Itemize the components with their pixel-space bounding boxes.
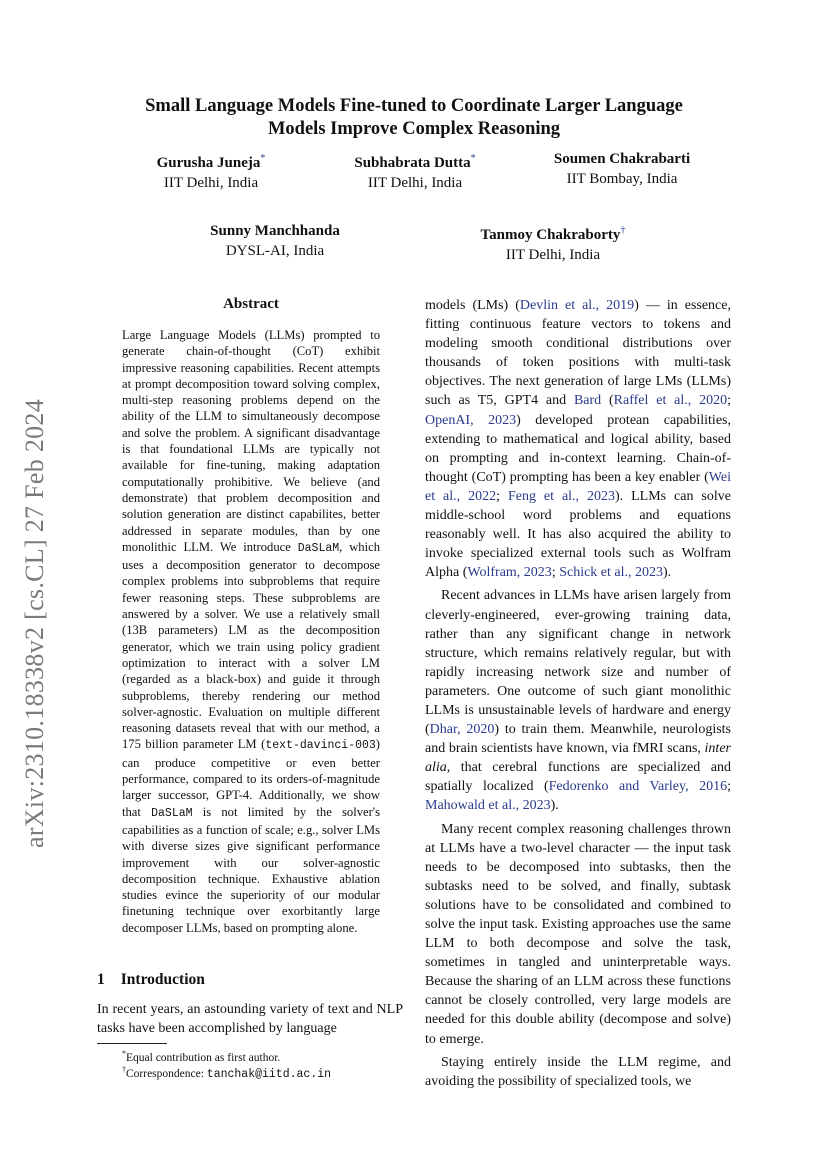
text-run: (: [601, 393, 614, 409]
abstract-text: is not limited by the solver's capabilities as a function of scale; e.g., solver LMs with diverse sizes give significant performance improvement with our solver-agnostic decomposition technique. Exhaustive ablation studies evince the superiority of our modular finetuning technique over exorbitantly large decomposer LLMs, based on prompting alone.: [122, 804, 380, 935]
author-block: [190, 221, 360, 261]
intro-paragraph: In recent years, an astounding variety of text and NLP tasks have been accomplished by language: [97, 1002, 403, 1036]
title-line-2: Models Improve Complex Reasoning: [267, 119, 561, 139]
citation-link[interactable]: Raffel et al., 2020: [613, 393, 728, 409]
author-name: Sunny Manchhanda: [210, 223, 340, 239]
author-block: [132, 149, 290, 193]
footnote-mark: *: [122, 1049, 126, 1058]
author-affiliation: IIT Delhi, India: [367, 175, 463, 191]
code-daslam: DaSLaM: [297, 541, 340, 555]
citation-link[interactable]: Mahowald et al., 2023: [425, 798, 551, 814]
text-run: ) to train them. Meanwhile, neurologists and brain scientists have known, via fMRI scans,: [425, 722, 731, 757]
footnote-text: Equal contribution as first author.: [126, 1051, 281, 1064]
citation-link[interactable]: Feng et al., 2023: [507, 488, 615, 504]
author-affiliation: IIT Bombay, India: [566, 171, 678, 187]
citation-link[interactable]: Schick et al., 2023: [559, 565, 664, 581]
author-mark: *: [260, 153, 266, 164]
paragraph: Many recent complex reasoning challenges thrown at LLMs have a two-level character — the input task needs to be decomposed into subtasks, then the subtasks need to be solved, and finally, subtask solutions have to be consolidated and combined to solve the input task. Existing approaches use the same LLM to both decompose and solve the task, sometimes in tangled and uninterpretable ways. Because the sharing of an LLM across these functions cannot be closely controlled, very large models are needed for this double ability (decompose and solve) to emerge.: [425, 821, 731, 1047]
text-run: ) developed protean capabilities, extending to mathematical and logical ability, based on prompting and in-context learning. Chain-of-thought (CoT) prompting has been a key enabler (: [425, 412, 731, 485]
paragraph: [425, 586, 731, 815]
author-block: [530, 149, 714, 189]
paper-title: [100, 95, 728, 141]
text-run: ). LLMs can solve middle-school word problems and equations reasonably well. It has also acquired the ability to invoke specialized external tools such as Wolfram Alpha (: [425, 488, 731, 581]
text-run: ) — in essence, fitting continuous feature vectors to tokens and modeling smooth conditional distributions over thousands of token positions with multi-task objectives. The next generation of large LMs (LLMs) such as T5, GPT4 and: [425, 298, 731, 409]
footnote-mark: †: [122, 1065, 126, 1074]
abstract-text: Large Language Models (LLMs) prompted to generate chain-of-thought (CoT) exhibit impressive reasoning capabilities. Recent attempts at prompt decomposition toward solving complex, multi-step reasoning problems depend on the ability of the LLM to simultaneously decompose and solve the problem. A significant disadvantage is that foundational LLMs are typically not available for fine-tuning, making adaptation computationally prohibitive. We believe (and demonstrate) that problem decomposition and solution generation are distinct capabilites, better addressed in separate modules, than by one monolithic LLM. We introduce: [122, 328, 380, 554]
author-block: [336, 149, 494, 193]
code-model-name: text-davinci-003: [265, 739, 376, 753]
author-name: Gurusha Juneja: [156, 155, 261, 171]
section-title: Introduction: [120, 971, 205, 988]
citation-link[interactable]: Dhar, 2020: [429, 722, 495, 738]
author-name: Soumen Chakrabarti: [553, 151, 691, 167]
author-name: Subhabrata Dutta: [354, 155, 471, 171]
citation-link[interactable]: Devlin et al., 2019: [519, 298, 635, 313]
abstract-text: , which uses a decomposition generator to decompose complex problems into subproblems that require fewer reasoning steps. These subproblems are answered by a solver. We use a relatively small (13B parameters) LM as the decomposition generator, which we train using policy gradient optimization to interact with a solver LM (regarded as a black-box) and guide it through subproblems, thereby rendering our method solver-agnostic. Evaluation on multiple different reasoning datasets reveal that with our method, a 175 billion parameter LM (: [122, 539, 380, 752]
text-run: ;: [727, 779, 732, 795]
abstract-heading: Abstract: [223, 296, 279, 312]
citation-link[interactable]: Fedorenko and Varley, 2016: [548, 779, 728, 795]
author-mark: *: [470, 153, 476, 164]
text-run: ;: [551, 565, 560, 581]
arxiv-stamp: arXiv:2310.18338v2 [cs.CL] 27 Feb 2024: [20, 398, 49, 848]
text-run: Recent advances in LLMs have arisen largely from cleverly-engineered, ever-growing training data, rather than any significant change in network structure, which remains relatively regular, but with rapidly increasing network size and number of parameters. One outcome of such giant monolithic LLMs is unsustainable levels of hardware and energy (: [425, 588, 731, 738]
section-number: 1: [97, 971, 105, 988]
author-affiliation: IIT Delhi, India: [163, 175, 259, 191]
text-run: ).: [550, 798, 559, 814]
footnote-email: tanchak@iitd.ac.in: [206, 1067, 332, 1081]
author-mark: †: [620, 225, 626, 236]
text-run: , that cerebral functions are specialized and spatially localized (: [425, 760, 731, 795]
author-name: Tanmoy Chakraborty: [480, 227, 621, 243]
title-line-1: Small Language Models Fine-tuned to Coordinate Larger Language: [145, 96, 683, 116]
footnote-2: [122, 1062, 331, 1082]
author-block: [458, 221, 648, 265]
paragraph: [425, 296, 731, 582]
code-daslam: DaSLaM: [151, 806, 193, 820]
footnote-rule: [97, 1043, 167, 1044]
text-run: ).: [663, 565, 672, 581]
citation-link[interactable]: Wolfram, 2023: [467, 565, 552, 581]
text-run: ;: [727, 393, 731, 409]
abstract-text: ) can produce competitive or even better performance, compared to its orders-of-magnitude larger successor, GPT-4. Additionally, we show that: [122, 737, 380, 819]
author-affiliation: DYSL-AI, India: [225, 243, 325, 259]
emphasis: inter alia: [425, 741, 731, 776]
text-run: ;: [496, 488, 508, 504]
author-affiliation: IIT Delhi, India: [505, 247, 601, 263]
citation-link[interactable]: Bard: [573, 393, 602, 409]
right-column: [425, 296, 731, 1095]
footnote-text: Correspondence:: [126, 1067, 207, 1080]
citation-link[interactable]: Wei et al., 2022: [425, 469, 731, 504]
section-heading: [97, 971, 205, 989]
text-run: models (LMs) (: [425, 298, 520, 313]
abstract-body: [122, 327, 380, 936]
paragraph: Staying entirely inside the LLM regime, and avoiding the possibility of specialized tools, we: [425, 1054, 731, 1089]
citation-link[interactable]: OpenAI, 2023: [425, 412, 517, 428]
